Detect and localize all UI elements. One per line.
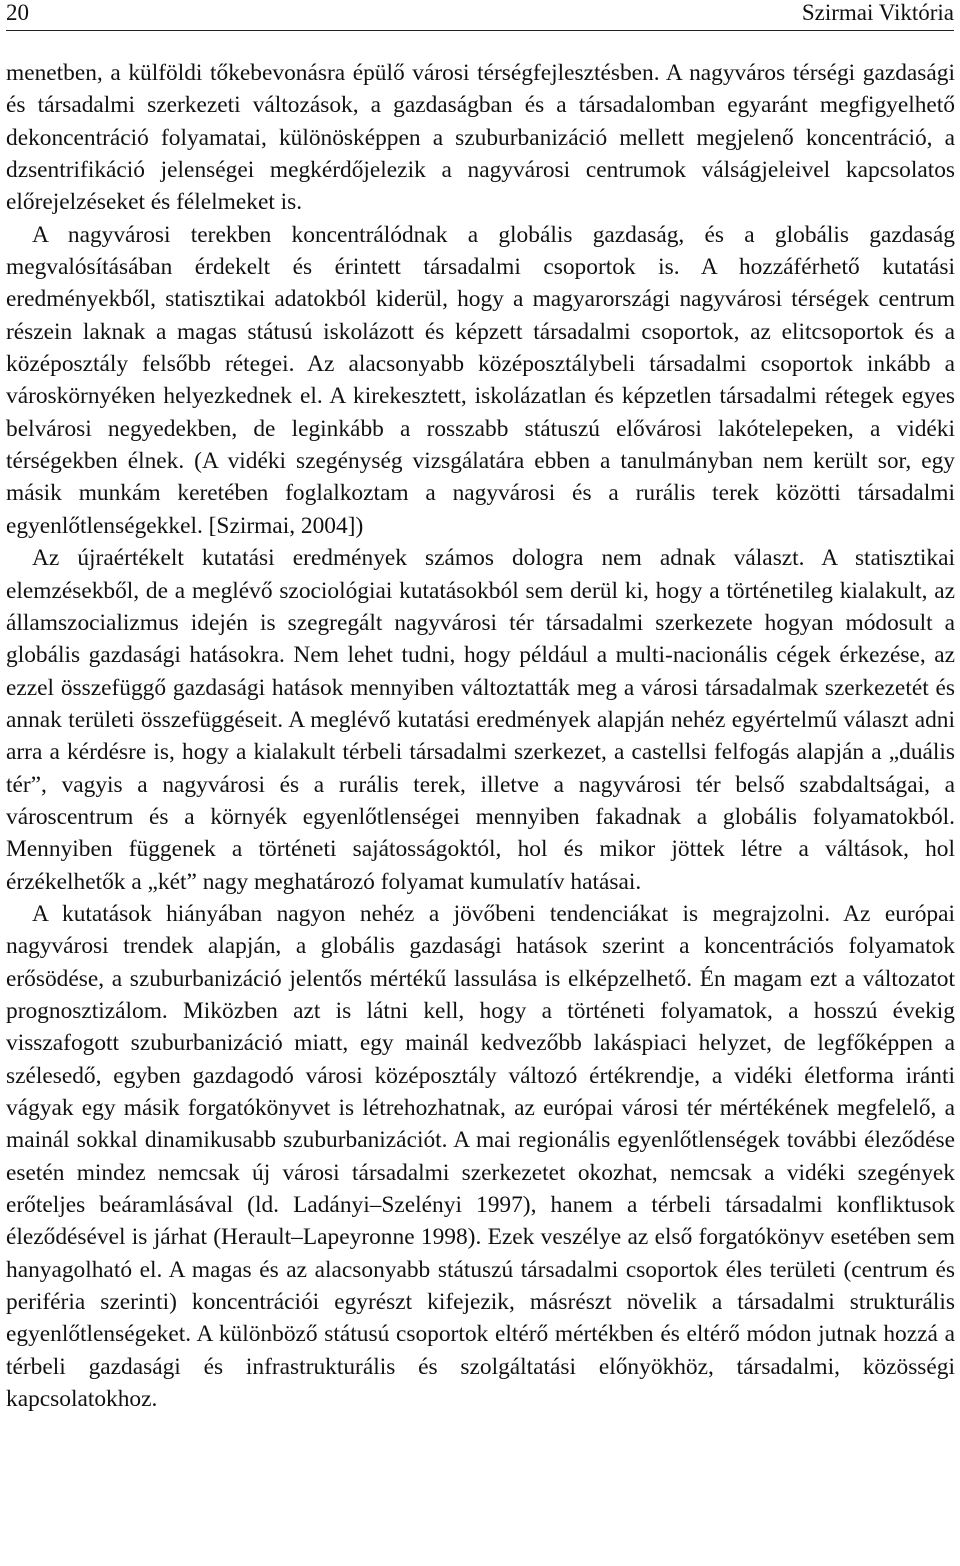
paragraph-continued: menetben, a külföldi tőkebevonásra épülő városi térségfejlesztésben. A nagyváros térségi gazdasági és társadalmi szerkezeti változások, a gazdaságban és a társadalomban egyaránt megfigyelhető dekoncentráció folyamatai, különösképpen a szuburbanizáció mellett megjelenő koncentráció, a dzsentrifikáció jelenségei megkérdőjelezik a nagyvárosi centrumok válságjeleivel kapcsolatos előrejelzéseket és félelmeket is. bbox=[6, 60, 955, 216]
page-number: 20 bbox=[6, 0, 29, 25]
paragraph: Az újraértékelt kutatási eredmények számos dologra nem adnak választ. A statisztikai elemzésekből, de a meglévő szociológiai kutatásokból sem derül ki, hogy a történetileg kialakult, az államszocializmus idején is szegregált nagyvárosi tér társadalmi szerkezete hogyan módosult a globális gazdasági hatásokra. Nem lehet tudni, hogy például a multi-nacionális cégek érkezése, az ezzel összefüggő gazdasági hatások mennyiben változtatták meg a városi társadalmak szerkezetét és annak területi összefüggéseit. A meglévő kutatási eredmények alapján nehéz egyértelmű választ adni arra a kérdésre is, hogy a kialakult térbeli társadalmi szerkezet, a castellsi felfogás alapján a „duális tér”, vagyis a nagyvárosi és a rurális terek, illetve a nagyvárosi tér belső szabdaltságai, a városcentrum és a környék egyenlőtlenségei mennyiben fakadnak a globális folyamatokból. Mennyiben függenek a történeti sajátosságoktól, hol és mikor jöttek létre a váltások, hol érzékelhetők a „két” nagy meghatározó folyamat kumulatív hatásai. bbox=[6, 545, 955, 895]
paragraph: A kutatások hiányában nagyon nehéz a jövőbeni tendenciákat is megrajzolni. Az európai nagyvárosi trendek alapján, a globális gazdasági hatások szerint a koncentrációs folyamatok erősödése, a szuburbanizáció jelentős mértékű lassulása is elképzelhető. Én magam ezt a változatot prognosztizálom. Miközben azt is látni kell, hogy a történeti folyamatok, a hosszú évekig visszafogott szuburbanizáció miatt, egy mainál kedvezőbb lakáspiaci helyzet, de legfőképpen a szélesedő, egyben gazdagodó városi középosztály változó értékrendje, a vidéki életforma iránti vágyak egy másik forgatókönyvet is létrehozhatnak, az európai városi tér mértékének megfelelő, a mainál sokkal dinamikusabb szuburbanizációt. A mai regionális egyenlőtlenségek további éleződése esetén mindez nemcsak új városi társadalmi szerkezetet okozhat, nemcsak a vidéki szegények erőteljes beáramlásával (ld. Ladányi–Szelényi 1997), hanem a térbeli társadalmi konfliktusok éleződésével is járhat (Herault–Lapeyronne 1998). Ezek veszélye az első forgatókönyv esetében sem hanyagolható el. A magas és az alacsonyabb státuszú társadalmi csoportok éles területi (centrum és periféria szerinti) koncentrációi egyrészt kifejezik, másrészt növelik a társadalmi strukturális egyenlőtlenségeket. A különböző státusú csoportok eltérő mértékben és eltérő módon jutnak hozzá a térbeli gazdasági és infrastrukturális és szolgáltatási előnyökhöz, társadalmi, közösségi kapcsolatokhoz. bbox=[6, 900, 955, 1413]
running-header bbox=[6, 0, 954, 31]
paragraph: A nagyvárosi terekben koncentrálódnak a globális gazdaság, és a globális gazdaság megvalósításában érdekelt és érintett társadalmi csoportok is. A hozzáférhető kutatási eredményekből, statisztikai adatokból kiderül, hogy a magyarországi nagyvárosi térségek centrum részein laknak a magas státusú iskolázott és képzett társadalmi csoportok, az elitcsoportok és a középosztály felsőbb rétegei. Az alacsonyabb középosztálybeli társadalmi csoportok inkább a városkörnyéken helyezkednek el. A kirekesztett, iskolázatlan és képzetlen társadalmi rétegek egyes belvárosi negyedekben, de leginkább a rosszabb státuszú elővárosi lakótelepeken, a vidéki térségekben élnek. (A vidéki szegénység vizsgálatára ebben a tanulmányban nem került sor, egy másik munkám keretében foglalkoztam a nagyvárosi és a rurális terek közötti társadalmi egyenlőtlenségekkel. [Szirmai, 2004]) bbox=[6, 221, 955, 539]
body-text bbox=[6, 57, 955, 1415]
author-name: Szirmai Viktória bbox=[801, 0, 954, 25]
